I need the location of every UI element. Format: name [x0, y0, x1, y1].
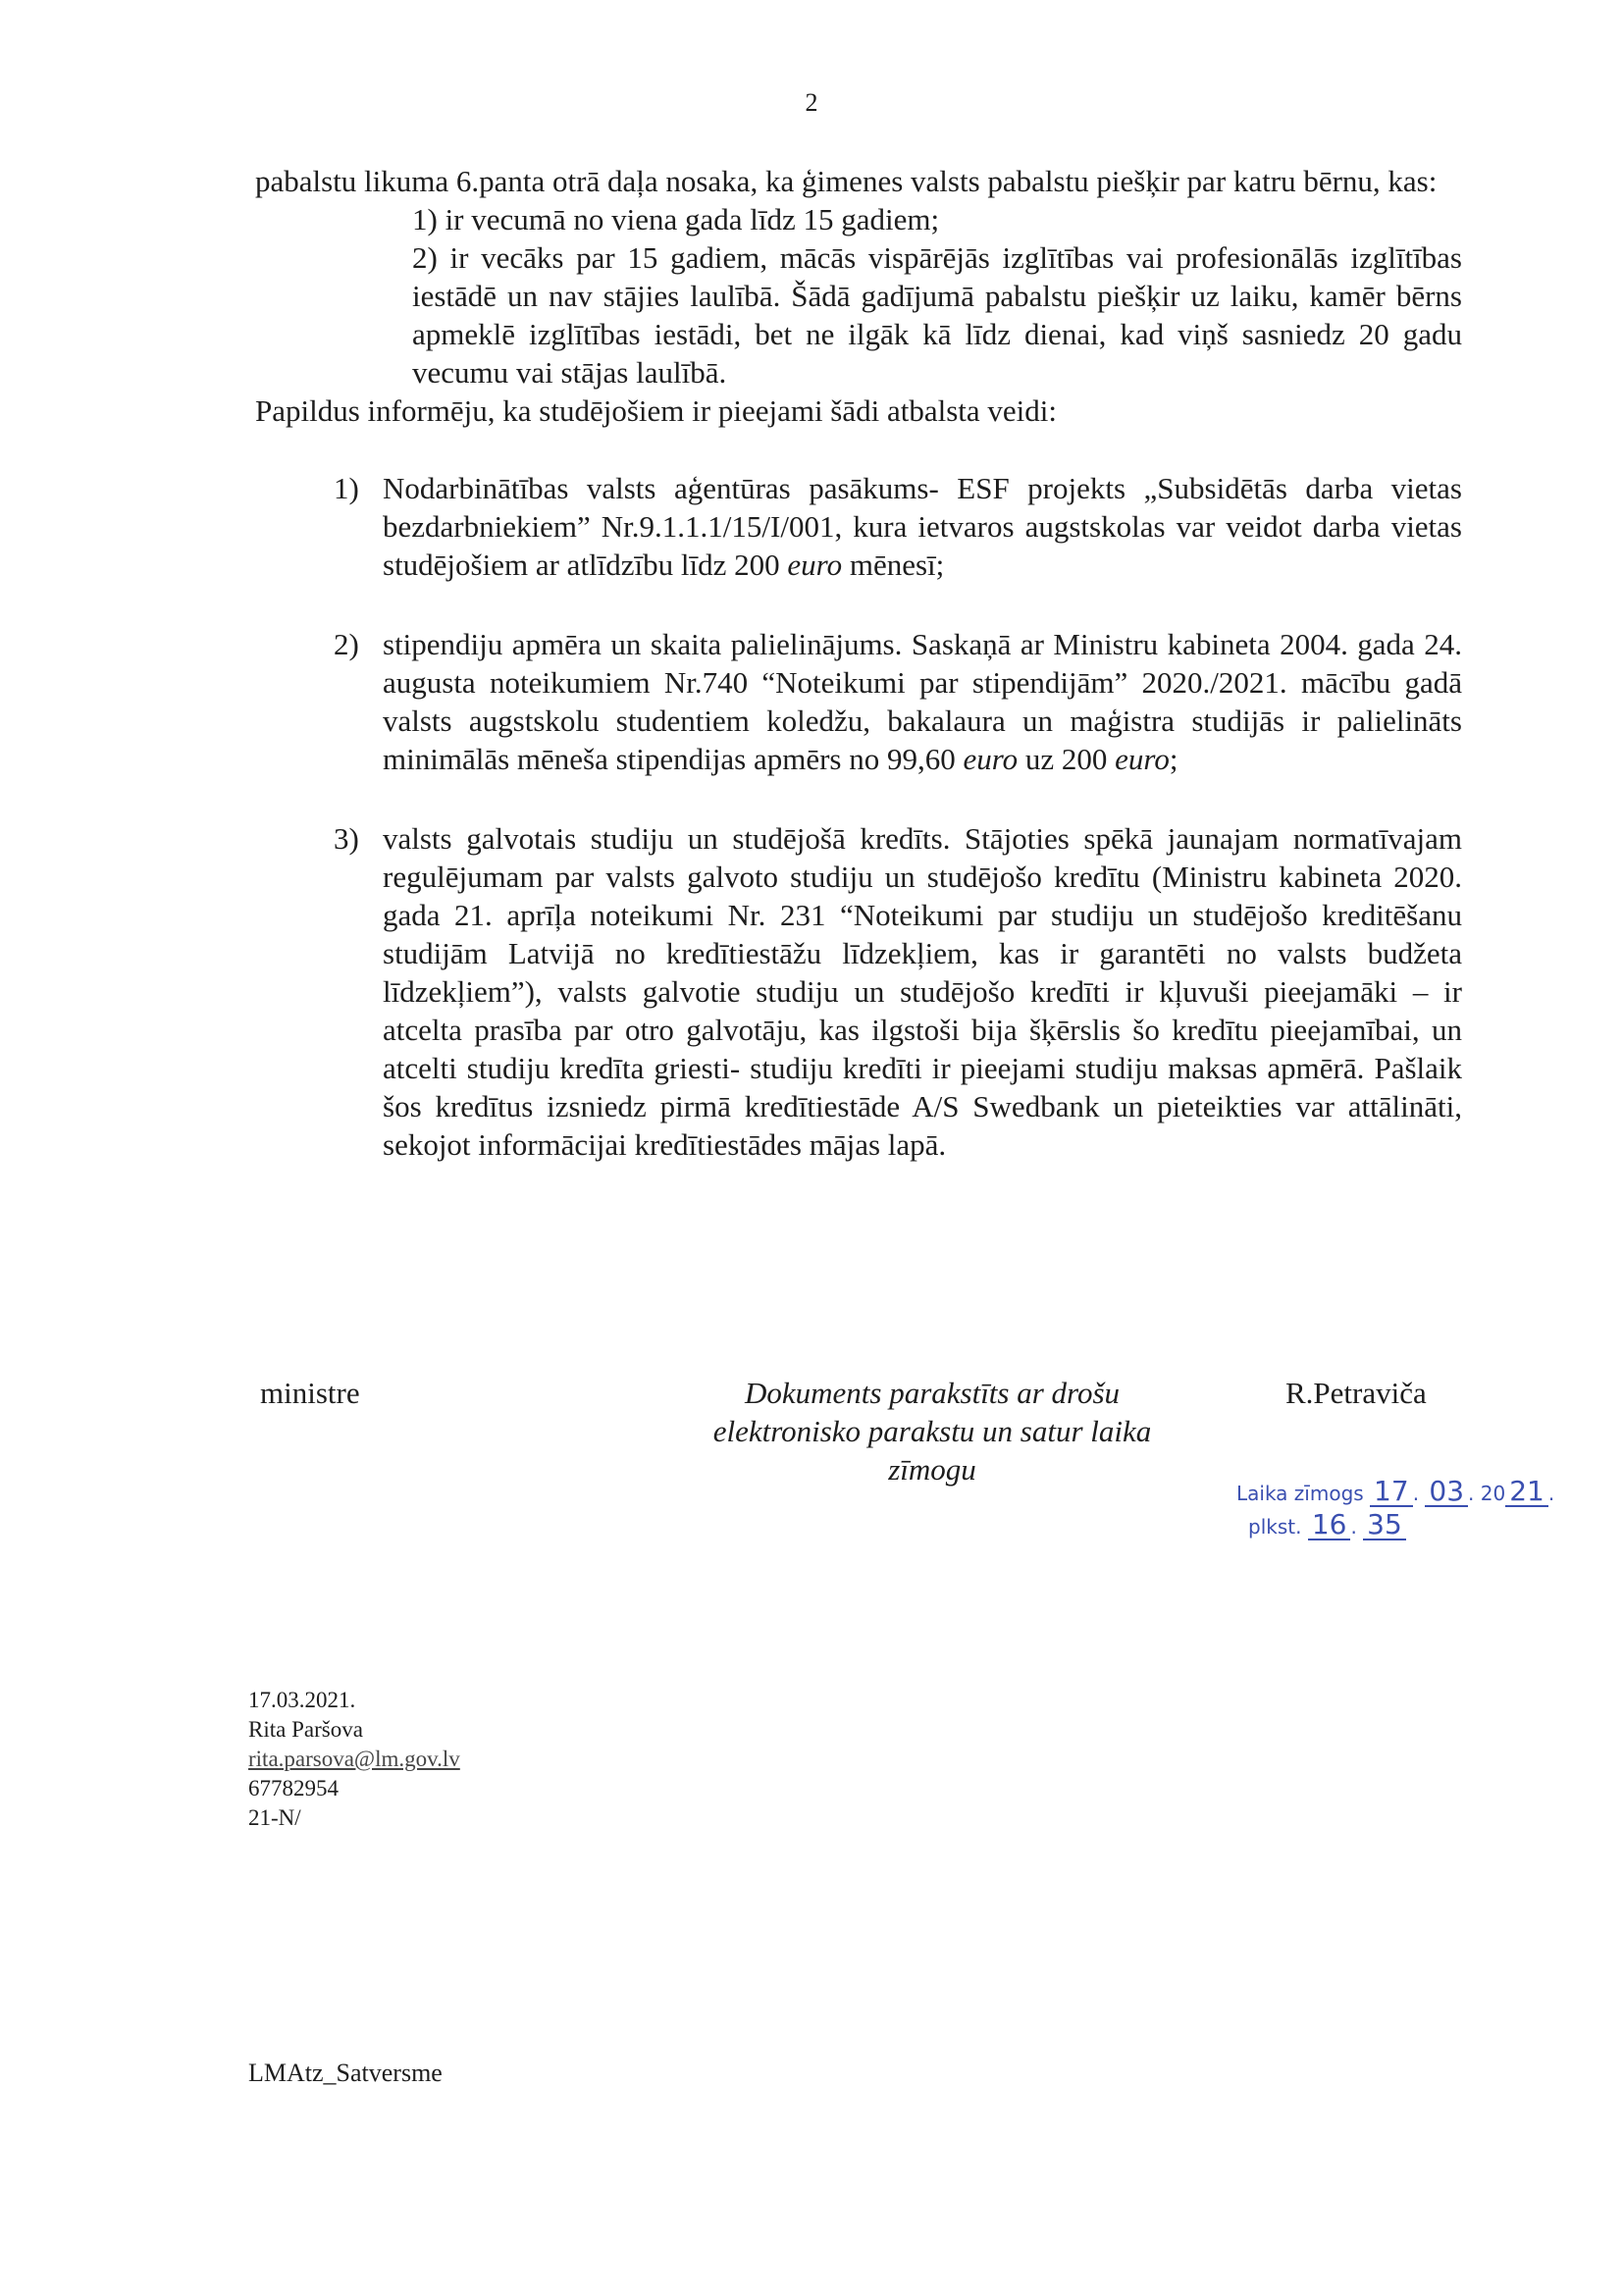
footer-author: Rita Paršova — [248, 1717, 363, 1742]
support-item — [334, 819, 1462, 1164]
document-body — [255, 162, 1462, 1205]
stamp-date-line: Laika zīmogs 17 . 03 . 20 21 . — [1236, 1475, 1555, 1507]
support-item-text: stipendiju apmēra un skaita palielinājums. Saskaņā ar Ministru kabineta 2004. gada 24. augusta noteikumiem Nr.740 “Noteikumi par stipendijām” 2020./2021. mācību gadā valsts augstskolu studentiem koledžu, bakalaura un maģistra studijās ir palielināts minimālās mēneša stipendijas apmērs no 99,60 euro uz 200 euro; — [383, 627, 1462, 776]
support-item-number: 3) — [334, 821, 359, 856]
support-item-number: 2) — [334, 627, 359, 661]
stamp-minute: 35 — [1363, 1511, 1406, 1540]
footer-phone: 67782954 — [248, 1776, 339, 1800]
intro-paragraph: pabalstu likuma 6.panta otrā daļa nosaka, ka ģimenes valsts pabalstu piešķir par katru bērnu, kas: — [255, 164, 1438, 198]
stamp-time-line: plkst. 16 . 35 — [1248, 1510, 1554, 1543]
file-reference: LMAtz_Satversme — [248, 2059, 443, 2087]
time-stamp — [1236, 1477, 1554, 1543]
conditions-list — [412, 200, 1462, 391]
footer-email[interactable]: rita.parsova@lm.gov.lv — [248, 1747, 460, 1771]
signer-role: ministre — [260, 1376, 360, 1410]
stamp-hour: 16 — [1308, 1511, 1351, 1540]
stamp-month: 03 — [1425, 1478, 1468, 1507]
condition-item: 1) ir vecumā no viena gada līdz 15 gadiem; — [412, 202, 940, 236]
support-item-text: Nodarbinātības valsts aģentūras pasākums- ESF projekts „Subsidētās darba vietas bezdarbniekiem” Nr.9.1.1.1/15/I/001, kura ietvaros augstskolas var veidot darba vietas studējošiem ar atlīdzību līdz 200 euro mēnesī; — [383, 471, 1462, 582]
support-item-number: 1) — [334, 471, 359, 505]
condition-item: 2) ir vecāks par 15 gadiem, mācās vispārējās izglītības vai profesionālās izglītības iestādē un nav stājies laulībā. Šādā gadījumā pabalstu piešķir uz laiku, kamēr bērns apmeklē izglītības iestādi, bet ne ilgāk kā līdz dienai, kad viņš sasniedz 20 gadu vecumu vai stājas laulībā. — [412, 240, 1462, 390]
support-item — [334, 625, 1462, 778]
support-item — [334, 469, 1462, 584]
contact-info — [248, 1686, 460, 1833]
support-item-text: valsts galvotais studiju un studējošā kredīts. Stājoties spēkā jaunajam normatīvajam regulējumam par valsts galvoto studiju un studējošo kredītu (Ministru kabineta 2020. gada 21. aprīļa noteikumi Nr. 231 “Noteikumi par studiju un studējošo kreditēšanu studijām Latvijā no kredītiestāžu līdzekļiem, kas ir garantēti no valsts budžeta līdzekļiem”), valsts galvotie studiju un studējošo kredīti ir kļuvuši pieejamāki – ir atcelta prasība par otro galvotāju, kas ilgstoši bija šķērslis šo kredītu pieejamībai, un atcelti studiju kredīta griesti- studiju kredīti ir pieejami studiju maksas apmērā. Pašlaik šos kredītus izsniedz pirmā kredītiestāde A/S Swedbank un pieteikties var attālināti, sekojot informācijai kredītiestādes mājas lapā. — [383, 821, 1462, 1162]
info-paragraph: Papildus informēju, ka studējošiem ir pieejami šādi atbalsta veidi: — [255, 393, 1058, 428]
stamp-day: 17 — [1370, 1478, 1413, 1507]
stamp-year: 21 — [1505, 1478, 1548, 1507]
page-number: 2 — [805, 88, 818, 117]
signer-name: R.Petraviča — [1285, 1376, 1427, 1410]
support-list — [334, 469, 1462, 1164]
e-signature-note: Dokuments parakstīts ar drošu elektronisko parakstu un satur laika zīmogu — [712, 1376, 1152, 1487]
footer-date: 17.03.2021. — [248, 1688, 356, 1712]
footer-ref: 21-N/ — [248, 1805, 301, 1830]
